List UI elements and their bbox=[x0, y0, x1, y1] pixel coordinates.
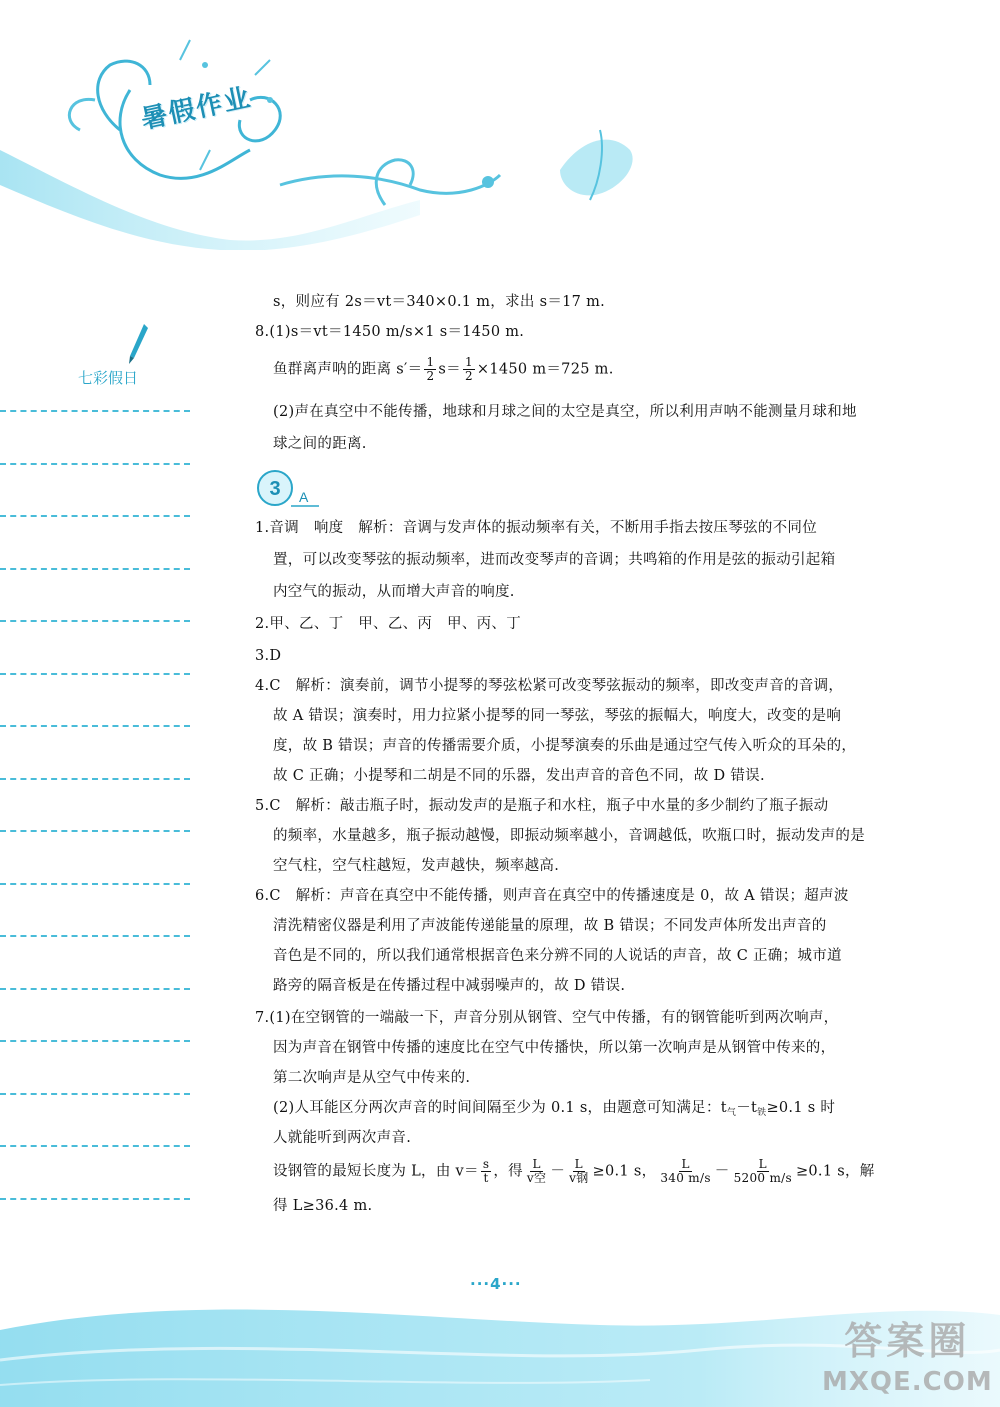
fraction: $\frac{L}{5200 m/s}$ bbox=[733, 1157, 792, 1185]
text-line: 的频率，水量越多，瓶子振动越慢，即振动频率越小，音调越低，吹瓶口时，振动发声的是 bbox=[273, 828, 865, 844]
text-line: 4.C 解析：演奏前，调节小提琴的琴弦松紧可改变琴弦振动的频率，即改变声音的音调， bbox=[255, 678, 844, 694]
fraction: $\frac{L}{\text{v钢}}$ bbox=[569, 1157, 589, 1185]
text-line: 球之间的距离. bbox=[273, 436, 367, 452]
pen-icon bbox=[126, 322, 150, 370]
header-banner bbox=[0, 0, 720, 250]
text-line-subscript: (2)人耳能区分两次声音的时间间隔至少为 0.1 s，由题意可知满足：$t_气-t_铁\ge 0.1$ s 时 bbox=[273, 1100, 836, 1118]
page-number: ···4··· bbox=[470, 1275, 522, 1293]
text-line: 3.D bbox=[255, 648, 282, 664]
note-lines bbox=[0, 410, 192, 1250]
text-line: 得 L≥36.4 m. bbox=[273, 1198, 373, 1214]
badge-letter: A bbox=[299, 489, 309, 505]
text-line: 路旁的隔音板是在传播过程中减弱噪声的，故 D 错误. bbox=[273, 978, 626, 994]
text-line: 因为声音在钢管中传播的速度比在空气中传播快，所以第一次响声是从钢管中传来的， bbox=[273, 1040, 836, 1056]
text-line: 内空气的振动，从而增大声音的响度. bbox=[273, 584, 515, 600]
text-line: 置，可以改变琴弦的振动频率，进而改变琴声的音调；共鸣箱的作用是弦的振动引起箱 bbox=[273, 552, 836, 568]
text-line: 空气柱，空气柱越短，发声越快，频率越高. bbox=[273, 858, 560, 874]
text-line: 人就能听到两次声音. bbox=[273, 1130, 412, 1146]
fraction: $\frac{s}{t}$ bbox=[482, 1157, 490, 1185]
text-line: s，则应有 2s＝vt＝340×0.1 m，求出 s＝17 m. bbox=[273, 294, 606, 310]
sidebar-label: 七彩假日 bbox=[78, 369, 139, 387]
text-line: 度，故 B 错误；声音的传播需要介质，小提琴演奏的乐曲是通过空气传入听众的耳朵的， bbox=[273, 738, 857, 754]
fraction: $\frac{1}{2}$ bbox=[426, 355, 435, 383]
text-span: ×1450 m＝725 m. bbox=[476, 361, 614, 378]
text-line: 5.C 解析：敲击瓶子时，振动发声的是瓶子和水柱，瓶子中水量的多少制约了瓶子振动 bbox=[255, 798, 829, 814]
text-span: s＝ bbox=[438, 361, 461, 378]
text-line: 第二次响声是从空气中传来的. bbox=[273, 1070, 471, 1086]
text-line: (2)声在真空中不能传播，地球和月球之间的太空是真空，所以利用声呐不能测量月球和地 bbox=[273, 404, 857, 420]
watermark-url: MXQE.COM bbox=[822, 1367, 993, 1397]
text-line: 6.C 解析：声音在真空中不能传播，则声音在真空中的传播速度是 0，故 A 错误；超声波 bbox=[255, 888, 849, 904]
watermark-main: 答案圈 bbox=[844, 1319, 971, 1363]
text-line: 8.(1)s＝vt＝1450 m/s×1 s＝1450 m. bbox=[255, 324, 525, 340]
text-line-fraction bbox=[273, 356, 614, 383]
section-badge bbox=[255, 468, 321, 514]
text-line: 音色是不同的，所以我们通常根据音色来分辨不同的人说话的声音，故 C 正确；城市道 bbox=[273, 948, 842, 964]
fraction: $\frac{1}{2}$ bbox=[464, 355, 473, 383]
badge-number: 3 bbox=[269, 478, 281, 500]
text-line: 故 A 错误；演奏时，用力拉紧小提琴的同一琴弦，琴弦的振幅大，响度大，改变的是响 bbox=[273, 708, 842, 724]
decorative-vine-illustration bbox=[0, 0, 720, 250]
text-line-fractions: 设钢管的最短长度为 L，由 v＝ $\frac{s}{t}$ ，得 $\frac{L}{\text{v空}}$ － $\frac{L}{\text{v钢}}$ ≥0.1 s， $\frac{L}{340 m/s}$ － $\frac{L}{5200 m/s}$ ≥0.1 s，解 bbox=[273, 1157, 875, 1185]
text-span: 鱼群离声呐的距离 s′＝ bbox=[273, 361, 423, 378]
text-line: 故 C 正确；小提琴和二胡是不同的乐器，发出声音的音色不同，故 D 错误. bbox=[273, 768, 765, 784]
text-line: 清洗精密仪器是利用了声波能传递能量的原理，故 B 错误；不同发声体所发出声音的 bbox=[273, 918, 827, 934]
text-line: 2.甲、乙、丁 甲、乙、丙 甲、丙、丁 bbox=[255, 616, 522, 632]
fraction: $\frac{L}{340 m/s}$ bbox=[660, 1157, 711, 1185]
fraction: $\frac{L}{\text{v空}}$ bbox=[526, 1157, 547, 1185]
text-line: 7.(1)在空钢管的一端敲一下，声音分别从钢管、空气中传播，有的钢管能听到两次响声， bbox=[255, 1010, 839, 1026]
watermark bbox=[822, 1310, 993, 1397]
text-line: 1.音调 响度 解析：音调与发声体的振动频率有关，不断用手指去按压琴弦的不同位 bbox=[255, 520, 818, 536]
banner-title: 暑假作业 bbox=[138, 82, 255, 136]
